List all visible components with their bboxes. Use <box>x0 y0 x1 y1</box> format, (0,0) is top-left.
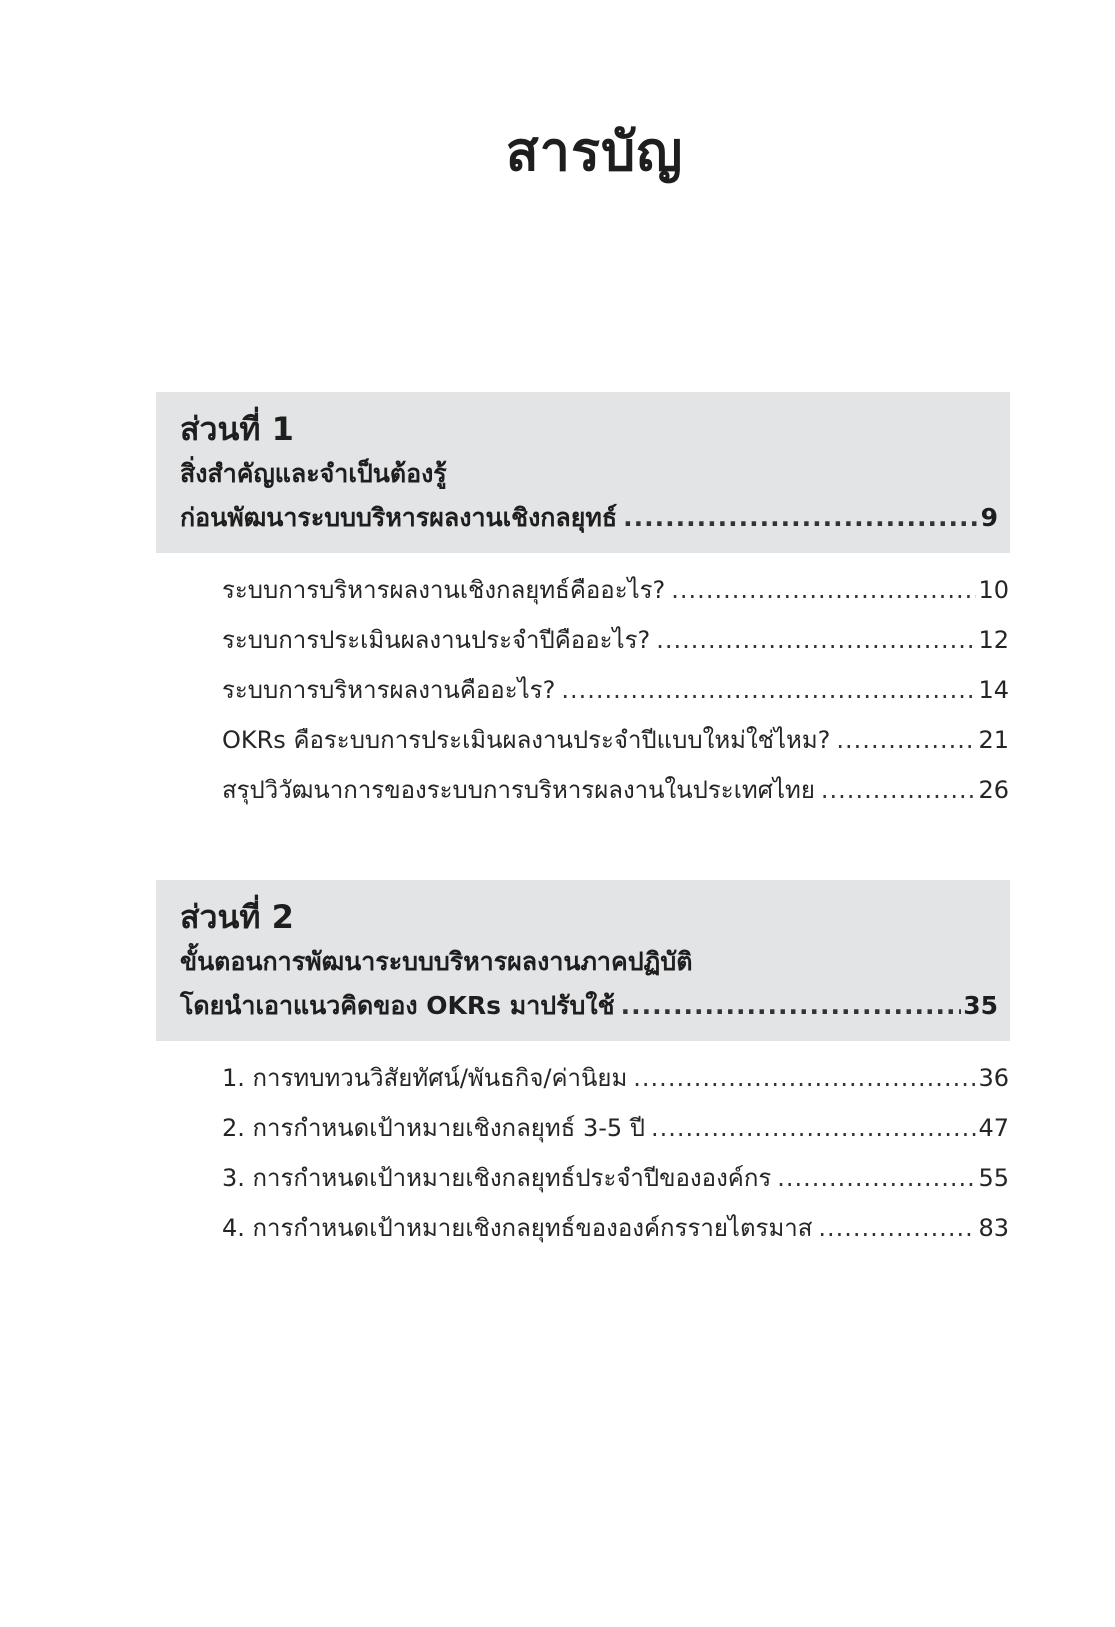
toc-entry[interactable] <box>222 1053 1009 1103</box>
toc-entry-page: 12 <box>978 626 1009 654</box>
toc-entry-page: 47 <box>978 1114 1009 1142</box>
toc-entry-title: สรุปวิวัฒนาการของระบบการบริหารผลงานในประเทศไทย <box>222 776 815 804</box>
toc-entry[interactable] <box>222 715 1009 765</box>
toc-entry[interactable] <box>222 665 1009 715</box>
toc-entry[interactable] <box>222 1153 1009 1203</box>
page-title: สารบัญ <box>505 120 684 183</box>
section-2-entries <box>222 1053 1009 1253</box>
dot-leader <box>777 1153 976 1203</box>
dot-leader <box>621 984 962 1028</box>
dot-leader <box>561 665 976 715</box>
dot-leader <box>633 1053 976 1103</box>
dot-leader <box>671 565 976 615</box>
section-title-line-2: โดยนำเอาแนวคิดของ OKRs มาปรับใช้ <box>180 991 615 1020</box>
toc-entry[interactable] <box>222 615 1009 665</box>
section-1-entries <box>222 565 1009 815</box>
section-page-number: 9 <box>980 503 998 532</box>
toc-entry[interactable] <box>222 565 1009 615</box>
toc-entry-title: ระบบการบริหารผลงานเชิงกลยุทธ์คืออะไร? <box>222 576 666 604</box>
toc-entry-page: 26 <box>978 776 1009 804</box>
section-title-row[interactable] <box>180 984 998 1028</box>
section-page-number: 35 <box>963 991 998 1020</box>
toc-entry-page: 21 <box>978 726 1009 754</box>
toc-entry-page: 14 <box>978 676 1009 704</box>
dot-leader <box>623 496 978 540</box>
toc-entry-title: 1. การทบทวนวิสัยทัศน์/พันธกิจ/ค่านิยม <box>222 1064 628 1092</box>
toc-entry-title: ระบบการประเมินผลงานประจำปีคืออะไร? <box>222 626 651 654</box>
toc-entry-title: ระบบการบริหารผลงานคืออะไร? <box>222 676 556 704</box>
toc-entry-page: 83 <box>978 1214 1009 1242</box>
toc-entry-title: 4. การกำหนดเป้าหมายเชิงกลยุทธ์ขององค์กรรายไตรมาส <box>222 1214 813 1242</box>
toc-entry-page: 10 <box>978 576 1009 604</box>
section-title-line-2: ก่อนพัฒนาระบบบริหารผลงานเชิงกลยุทธ์ <box>180 503 618 532</box>
toc-entry-title: 3. การกำหนดเป้าหมายเชิงกลยุทธ์ประจำปีขององค์กร <box>222 1164 772 1192</box>
toc-entry-page: 36 <box>978 1064 1009 1092</box>
dot-leader <box>651 1103 976 1153</box>
toc-entry[interactable] <box>222 1203 1009 1253</box>
toc-entry-page: 55 <box>978 1164 1009 1192</box>
section-1-header <box>156 392 1010 553</box>
section-label: ส่วนที่ 1 <box>180 410 294 448</box>
section-label: ส่วนที่ 2 <box>180 898 294 936</box>
dot-leader <box>821 765 977 815</box>
dot-leader <box>836 715 976 765</box>
dot-leader <box>656 615 976 665</box>
toc-entry[interactable] <box>222 1103 1009 1153</box>
section-2-header <box>156 880 1010 1041</box>
section-title-line-1: สิ่งสำคัญและจำเป็นต้องรู้ <box>180 459 447 488</box>
dot-leader <box>818 1203 976 1253</box>
toc-entry[interactable] <box>222 765 1009 815</box>
section-title-row[interactable] <box>180 496 998 540</box>
section-title-line-1: ขั้นตอนการพัฒนาระบบบริหารผลงานภาคปฏิบัติ <box>180 947 693 976</box>
toc-entry-title: 2. การกำหนดเป้าหมายเชิงกลยุทธ์ 3-5 ปี <box>222 1114 646 1142</box>
toc-entry-title: OKRs คือระบบการประเมินผลงานประจำปีแบบใหม่ใช่ไหม? <box>222 726 831 754</box>
